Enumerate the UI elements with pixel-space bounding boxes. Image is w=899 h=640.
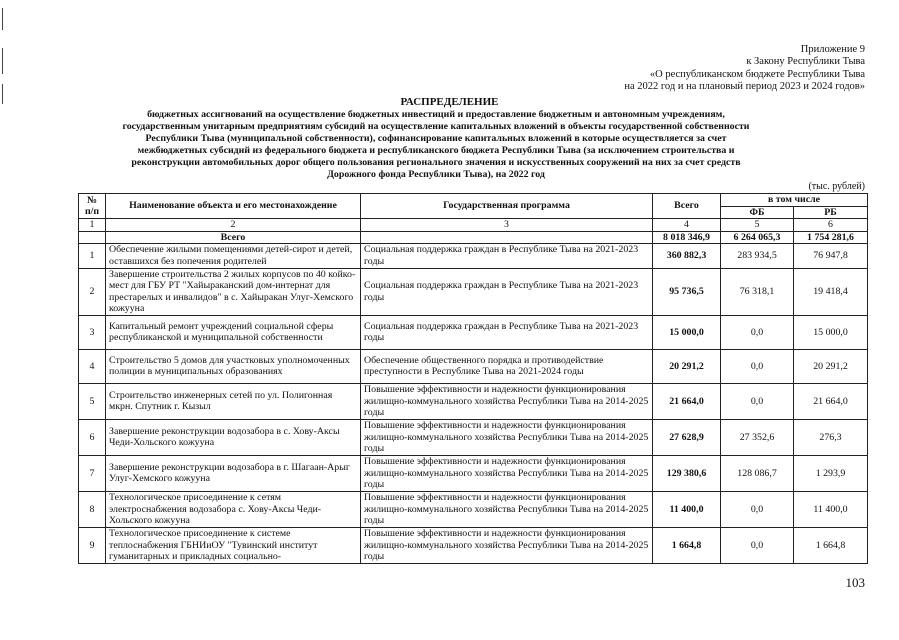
table-row: [79, 527, 868, 563]
amount-fb: 0,0: [721, 491, 794, 527]
object-name: Технологическое присоединение к сетям электроснабжения водозабора с. Хову-Аксы Чеди-Хольского кожууна: [106, 491, 361, 527]
amount-fb: 0,0: [721, 383, 794, 419]
amount-total: 360 882,3: [653, 244, 721, 268]
amount-fb: 128 086,7: [721, 455, 794, 491]
header-total: Всего: [653, 194, 721, 219]
sum-rb: 1 754 281,6: [794, 231, 868, 244]
appendix-line: «О республиканском бюджете Республики Тыва: [649, 68, 865, 80]
state-program: Повышение эффективности и надежности функционирования жилищно-коммунального хозяйства Республики Тыва на 2014-2025 годы: [361, 419, 653, 455]
row-number: 3: [79, 315, 106, 349]
amount-rb: 1 664,8: [794, 527, 868, 563]
sum-label: Всего: [106, 231, 361, 244]
page-number: 103: [845, 575, 865, 590]
row-number: 6: [79, 419, 106, 455]
object-name: Технологическое присоединение к системе теплоснабжения ГБНИиОУ "Тувинский институт гуманитарных и прикладных социально-: [106, 527, 361, 563]
units-note: (тыс. рублей): [808, 181, 865, 192]
sum-fb: 6 264 065,3: [721, 231, 794, 244]
state-program: Социальная поддержка граждан в Республике Тыва на 2021-2023 годы: [361, 244, 653, 268]
row-number: 9: [79, 527, 106, 563]
amount-rb: 19 418,4: [794, 268, 868, 315]
header-num: № п/п: [79, 194, 106, 219]
table-row: [79, 419, 868, 455]
column-index: 1: [79, 219, 106, 232]
amount-total: 21 664,0: [653, 383, 721, 419]
row-number: 1: [79, 244, 106, 268]
column-index: 3: [361, 219, 653, 232]
amount-fb: 0,0: [721, 527, 794, 563]
document-title: РАСПРЕДЕЛЕНИЕ: [400, 96, 499, 108]
object-name: Завершение реконструкции водозабора в г. Шагаан-Арыг Улуг-Хемского кожууна: [106, 455, 361, 491]
amount-rb: 276,3: [794, 419, 868, 455]
state-program: Повышение эффективности и надежности функционирования жилищно-коммунального хозяйства Республики Тыва на 2014-2025 годы: [361, 527, 653, 563]
state-program: Повышение эффективности и надежности функционирования жилищно-коммунального хозяйства Республики Тыва на 2014-2025 годы: [361, 455, 653, 491]
scan-edge-line: [2, 8, 3, 30]
object-name: Завершение строительства 2 жилых корпусов по 40 койко-мест для ГБУ РТ "Хайыраканский дом-интернат для престарелых и инвалидов" в с. Хайыракан Улуг-Хемского кожууна: [106, 268, 361, 315]
scan-edge-line: [2, 48, 3, 74]
table-row: [79, 244, 868, 268]
table-row: [79, 491, 868, 527]
appendix-line: на 2022 год и на плановый период 2023 и 2024 годов»: [624, 81, 865, 93]
amount-rb: 21 664,0: [794, 383, 868, 419]
object-name: Обеспечение жилыми помещениями детей-сирот и детей, оставшихся без попечения родителей: [106, 244, 361, 268]
row-number: 4: [79, 349, 106, 383]
object-name: Строительство 5 домов для участковых уполномоченных полиции в муниципальных образованиях: [106, 349, 361, 383]
table-row: [79, 455, 868, 491]
table-body: [79, 244, 868, 564]
column-index: 4: [653, 219, 721, 232]
state-program: Обеспечение общественного порядка и противодействие преступности в Республике Тыва на 2021-2024 годы: [361, 349, 653, 383]
document-subtitle: бюджетных ассигнований на осуществление бюджетных инвестиций и предоставление бюджетным и автономным учреждениям, государственным унитарным предприятиям субсидий на осуществление капитальных вложений в объекты государственной собственности Республики Тыва (муниципальной собственности), софинансирование капитальных вложений в которые осуществляется за счет межбюджетных субсидий из федерального бюджета и республиканского бюджета Республики Тыва (за исключением строительства и реконструкции автомобильных дорог общего пользования регионального значения и искусственных сооружений на них за счет средств Дорожного фонда Республики Тыва), на 2022 год: [122, 109, 750, 181]
column-index: 6: [794, 219, 868, 232]
appendix-line: к Закону Республики Тыва: [746, 56, 865, 68]
appendix-block: [624, 44, 865, 94]
amount-total: 20 291,2: [653, 349, 721, 383]
table-row: [79, 268, 868, 315]
amount-total: 129 380,6: [653, 455, 721, 491]
amount-fb: 0,0: [721, 315, 794, 349]
amount-rb: 15 000,0: [794, 315, 868, 349]
state-program: Социальная поддержка граждан в Республике Тыва на 2021-2023 годы: [361, 268, 653, 315]
amount-total: 11 400,0: [653, 491, 721, 527]
amount-rb: 11 400,0: [794, 491, 868, 527]
amount-fb: 0,0: [721, 349, 794, 383]
header-fb: ФБ: [721, 206, 794, 219]
header-rb: РБ: [794, 206, 868, 219]
amount-rb: 1 293,9: [794, 455, 868, 491]
amount-fb: 27 352,6: [721, 419, 794, 455]
amount-fb: 76 318,1: [721, 268, 794, 315]
column-index: 5: [721, 219, 794, 232]
object-name: Строительство инженерных сетей по ул. Полигонная мкрн. Спутник г. Кызыл: [106, 383, 361, 419]
header-including: в том числе: [721, 194, 868, 207]
amount-total: 1 664,8: [653, 527, 721, 563]
state-program: Повышение эффективности и надежности функционирования жилищно-коммунального хозяйства Республики Тыва на 2014-2025 годы: [361, 491, 653, 527]
row-number: 7: [79, 455, 106, 491]
object-name: Завершение реконструкции водозабора в с. Хову-Аксы Чеди-Хольского кожууна: [106, 419, 361, 455]
row-number: 5: [79, 383, 106, 419]
row-number: 8: [79, 491, 106, 527]
amount-total: 15 000,0: [653, 315, 721, 349]
distribution-table: [78, 193, 868, 564]
table-row: [79, 383, 868, 419]
object-name: Капитальный ремонт учреждений социальной сферы республиканской и муниципальной собственности: [106, 315, 361, 349]
amount-rb: 20 291,2: [794, 349, 868, 383]
sum-row: [79, 231, 868, 244]
state-program: Повышение эффективности и надежности функционирования жилищно-коммунального хозяйства Республики Тыва на 2014-2025 годы: [361, 383, 653, 419]
state-program: Социальная поддержка граждан в Республике Тыва на 2021-2023 годы: [361, 315, 653, 349]
table-row: [79, 349, 868, 383]
amount-total: 27 628,9: [653, 419, 721, 455]
table-row: [79, 315, 868, 349]
header-name: Наименование объекта и его местонахождение: [106, 194, 361, 219]
amount-rb: 76 947,8: [794, 244, 868, 268]
header-program: Государственная программа: [361, 194, 653, 219]
row-number: 2: [79, 268, 106, 315]
amount-fb: 283 934,5: [721, 244, 794, 268]
appendix-line: Приложение 9: [800, 44, 865, 55]
sum-total: 8 018 346,9: [653, 231, 721, 244]
column-index: 2: [106, 219, 361, 232]
amount-total: 95 736,5: [653, 268, 721, 315]
column-index-row: [79, 219, 868, 232]
